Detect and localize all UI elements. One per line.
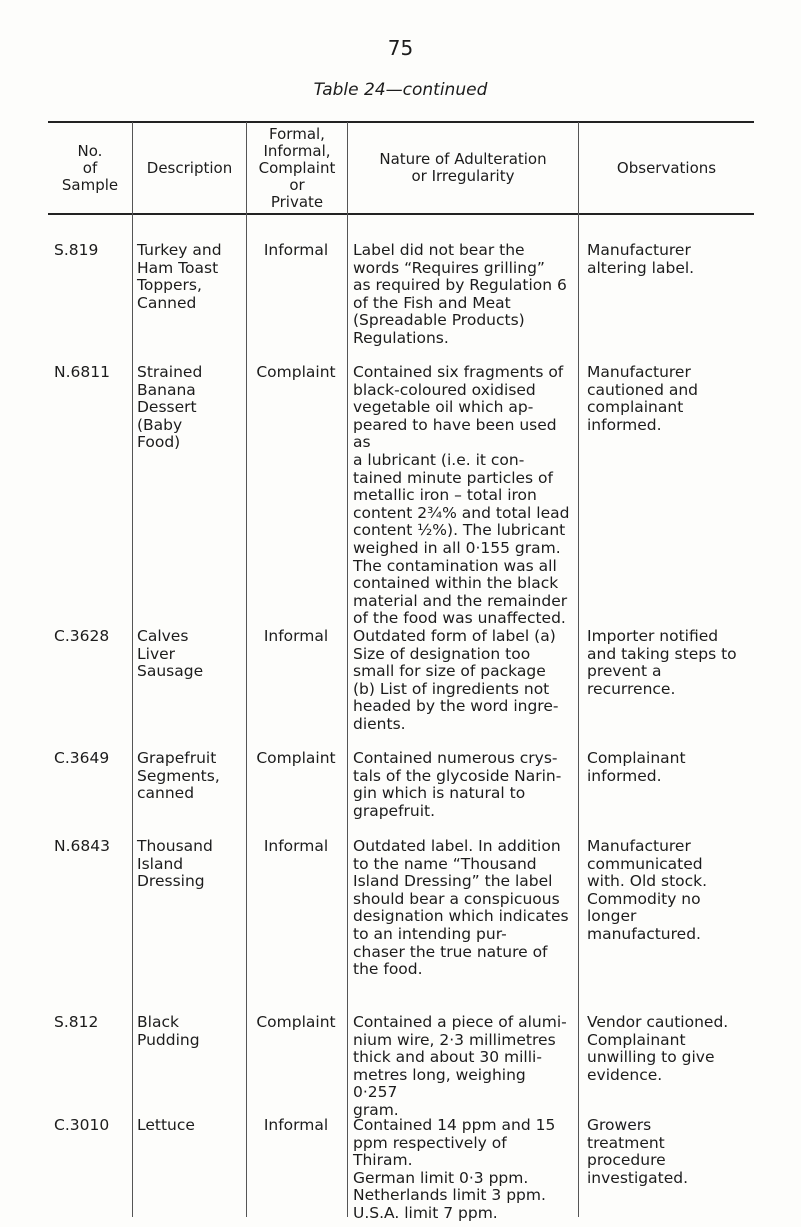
row-observations: Growers treatment procedure investigated. bbox=[587, 1116, 689, 1187]
column-divider bbox=[578, 122, 579, 1217]
header-description: Description bbox=[146, 158, 233, 177]
row-observations: Manufacturer communicated with. Old stock. Commodity no longer manufactured. bbox=[587, 837, 708, 943]
row-type: Complaint bbox=[256, 1013, 336, 1031]
row-sample: S.812 bbox=[54, 1013, 99, 1031]
row-description: Grapefruit Segments, canned bbox=[137, 749, 220, 803]
row-description: Lettuce bbox=[137, 1116, 195, 1134]
row-observations: Complainant informed. bbox=[587, 749, 686, 785]
row-sample: N.6811 bbox=[54, 363, 110, 381]
row-description: Calves Liver Sausage bbox=[137, 627, 204, 681]
row-nature: Contained six fragments of black-coloured oxidised vegetable oil which ap- peared to have been used as a lubricant (i.e. it con- tained minute particles of metallic iron – total iron content 2¾% and total lead content ½%). The lubricant weighed in all 0·155 gram. The contamination was all contained within the black material and the remainder of the food was unaffected. bbox=[353, 363, 570, 628]
row-observations: Manufacturer altering label. bbox=[587, 241, 695, 277]
row-sample: N.6843 bbox=[54, 837, 110, 855]
row-description: Turkey and Ham Toast Toppers, Canned bbox=[137, 241, 222, 312]
table-caption: Table 24—continued bbox=[313, 80, 488, 100]
row-sample: C.3010 bbox=[54, 1116, 110, 1134]
row-type: Informal bbox=[263, 1116, 329, 1134]
row-sample: S.819 bbox=[54, 241, 99, 259]
column-divider bbox=[132, 122, 133, 1217]
row-type: Complaint bbox=[256, 749, 336, 767]
row-observations: Importer notified and taking steps to prevent a recurrence. bbox=[587, 627, 737, 698]
column-divider bbox=[347, 122, 348, 1217]
row-type: Complaint bbox=[256, 363, 336, 381]
page-number: 75 bbox=[387, 36, 414, 60]
header-observations: Observations bbox=[616, 158, 717, 177]
row-description: Strained Banana Dessert (Baby Food) bbox=[137, 363, 203, 452]
row-description: Thousand Island Dressing bbox=[137, 837, 213, 891]
row-type: Informal bbox=[263, 837, 329, 855]
row-observations: Vendor cautioned. Complainant unwilling to give evidence. bbox=[587, 1013, 729, 1084]
column-divider bbox=[246, 122, 247, 1217]
row-nature: Outdated form of label (a) Size of designation too small for size of package (b) List of ingredients not headed by the word ingre- dients. bbox=[353, 627, 559, 733]
row-nature: Contained 14 ppm and 15 ppm respectively of Thiram. German limit 0·3 ppm. Netherlands limit 3 ppm. U.S.A. limit 7 ppm. bbox=[353, 1116, 556, 1222]
row-observations: Manufacturer cautioned and complainant informed. bbox=[587, 363, 698, 434]
row-type: Informal bbox=[263, 627, 329, 645]
row-sample: C.3649 bbox=[54, 749, 110, 767]
row-nature: Contained a piece of alumi- nium wire, 2·3 millimetres thick and about 30 milli- metres long, weighing 0·257 gram. bbox=[353, 1013, 567, 1119]
row-nature: Label did not bear the words “Requires grilling” as required by Regulation 6 of the Fish and Meat (Spreadable Products) Regulations. bbox=[353, 241, 567, 347]
header-type: Formal, Informal, Complaint or Private bbox=[258, 124, 336, 211]
row-type: Informal bbox=[263, 241, 329, 259]
header-nature: Nature of Adulteration or Irregularity bbox=[379, 150, 547, 185]
row-nature: Contained numerous crys- tals of the glycoside Narin- gin which is natural to grapefruit. bbox=[353, 749, 562, 820]
row-nature: Outdated label. In addition to the name “Thousand Island Dressing” the label should bear a conspicuous designation which indicates to an intending pur- chaser the true nature of the food. bbox=[353, 837, 569, 979]
row-description: Black Pudding bbox=[137, 1013, 200, 1049]
row-sample: C.3628 bbox=[54, 627, 110, 645]
header-sample: No. of Sample bbox=[61, 141, 119, 194]
